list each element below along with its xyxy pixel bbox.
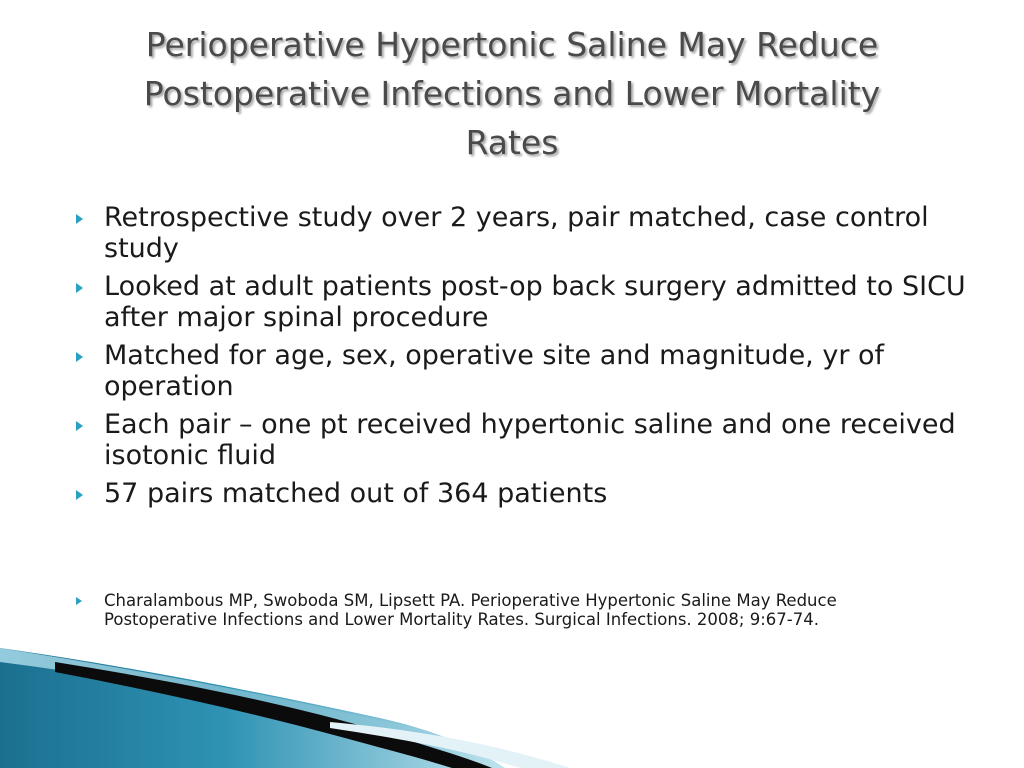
bullet-item <box>74 202 974 264</box>
title-line-1: Perioperative Hypertonic Saline May Reduce <box>145 25 879 64</box>
wave-light-edge <box>330 722 570 768</box>
bullet-item <box>74 271 974 333</box>
bullet-text: Each pair – one pt received hypertonic saline and one received isotonic fluid <box>104 409 956 471</box>
bullet-text: Looked at adult patients post-op back surgery admitted to SICU after major spinal procedure <box>104 271 966 333</box>
play-triangle-bullet-icon <box>76 597 82 605</box>
wave-blue-fill <box>0 648 505 768</box>
reference-item <box>74 591 954 629</box>
title-line-2: Postoperative Infections and Lower Mortality <box>143 74 881 113</box>
play-triangle-bullet-icon <box>76 283 83 293</box>
bullet-item <box>74 409 974 471</box>
play-triangle-bullet-icon <box>76 421 83 431</box>
bullet-list <box>74 202 974 516</box>
reference-text: Charalambous MP, Swoboda SM, Lipsett PA. Perioperative Hypertonic Saline May Reduce Postoperative Infections and Lower Mortality Rates. Surgical Infections. 2008; 9:67-74. <box>104 591 837 629</box>
play-triangle-bullet-icon <box>76 214 83 224</box>
bullet-item <box>74 478 974 509</box>
title-line-3: Rates <box>465 123 559 162</box>
bullet-text: Matched for age, sex, operative site and magnitude, yr of operation <box>104 340 885 402</box>
bullet-text: 57 pairs matched out of 364 patients <box>104 478 608 509</box>
play-triangle-bullet-icon <box>76 490 83 500</box>
wave-black-stripe <box>55 662 492 768</box>
bullet-text: Retrospective study over 2 years, pair matched, case control study <box>104 202 929 264</box>
reference-list <box>74 591 954 629</box>
bullet-item <box>74 340 974 402</box>
wave-shine <box>0 648 420 736</box>
slide-title <box>60 20 964 167</box>
play-triangle-bullet-icon <box>76 352 83 362</box>
